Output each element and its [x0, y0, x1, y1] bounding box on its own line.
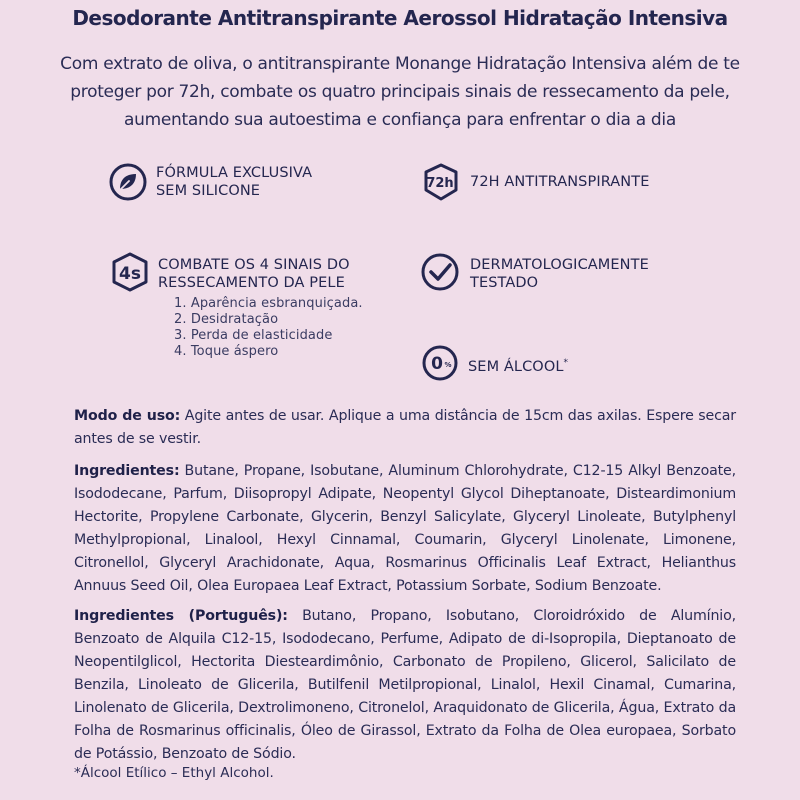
ingredients-paragraph [74, 460, 736, 598]
feature-formula-line2: SEM SILICONE [156, 183, 261, 199]
feature-formula [108, 162, 312, 202]
list-item: 2. Desidratação [174, 312, 279, 327]
feature-no-alcohol-label: SEM ÁLCOOL [468, 358, 564, 375]
ingredients-text: Butane, Propane, Isobutane, Aluminum Chlorohydrate, C12-15 Alkyl Benzoate, Isododecane, Parfum, Diisopropyl Adipate, Neopentyl Glycol Diheptanoate, Disteardimonium Hectorite, Propylene Carbonate, Glycerin, Benzyl Salicylate, Glyceryl Linoleate, Butylphenyl Methylpropional, Linalool, Hexyl Cinnamal, Coumarin, Glyceryl Linolenate, Limonene, Citronellol, Glyceryl Arachidonate, Aqua, Rosmarinus Officinalis Leaf Extract, Helianthus Annuus Seed Oil, Olea Europaea Leaf Extract, Potassium Sorbate, Sodium Benzoate. [74, 463, 736, 594]
intro-text: Com extrato de oliva, o antitranspirante Monange Hidratação Intensiva além de te proteger por 72h, combate os quatro principais sinais de ressecamento da pele, aumentando sua autoestima e confiança para enfrentar o dia a dia [60, 54, 740, 130]
feature-formula-text [156, 164, 312, 200]
list-item: 4. Toque áspero [174, 344, 279, 359]
percent-badge-text: % [444, 361, 452, 369]
zero-percent-icon [420, 343, 460, 383]
72h-badge-icon [420, 162, 462, 202]
list-item: 1. Aparência esbranquiçada. [174, 296, 363, 311]
feature-formula-line1: FÓRMULA EXCLUSIVA [156, 165, 313, 181]
feature-4-signs-line1: COMBATE OS 4 SINAIS DO [158, 257, 350, 273]
zero-badge-text: 0 [431, 354, 443, 374]
usage-text: Agite antes de usar. Aplique a uma distância de 15cm das axilas. Espere secar antes de se vestir. [74, 408, 736, 447]
72h-badge-text: 72h [426, 176, 454, 191]
leaf-icon [108, 162, 148, 202]
list-item: 3. Perda de elasticidade [174, 328, 333, 343]
feature-4-signs-line2: RESSECAMENTO DA PELE [158, 275, 345, 291]
feature-derm-tested [420, 252, 649, 292]
ingredients-pt-paragraph [74, 605, 736, 766]
feature-no-alcohol-text [468, 354, 568, 376]
checkmark-icon [420, 252, 462, 292]
ingredients-pt-text: Butano, Propano, Isobutano, Cloroidróxido de Alumínio, Benzoato de Alquila C12-15, Isododecano, Perfume, Adipato de di-Isopropila, Dieptanoato de Neopentilglicol, Hectorita Diesteardimônio, Carbonato de Propileno, Glicerol, Salicilato de Benzila, Linoleato de Glicerila, Butilfenil Metilpropional, Linalol, Hexil Cinamal, Cumarina, Linolenato de Glicerila, Dextrolimoneno, Citronelol, Araquidonato de Glicerila, Água, Extrato da Folha de Rosmarinus officinalis, Óleo de Girassol, Extrato da Folha de Olea europaea, Sorbato de Potássio, Benzoato de Sódio. [74, 608, 736, 762]
ingredients-label: Ingredientes: [74, 463, 180, 479]
usage-label: Modo de uso: [74, 408, 181, 424]
feature-no-alcohol [420, 343, 568, 383]
feature-4-signs-text [158, 256, 363, 360]
feature-4-signs [108, 252, 363, 360]
feature-derm-text [470, 256, 649, 292]
usage-paragraph [74, 405, 736, 451]
ingredients-pt-label: Ingredientes (Português): [74, 608, 288, 624]
dryness-signs-list [174, 296, 363, 360]
feature-72h [420, 162, 649, 202]
feature-derm-line1: DERMATOLOGICAMENTE [470, 257, 649, 273]
feature-72h-label: 72H ANTITRANSPIRANTE [470, 174, 650, 190]
footnote-asterisk: * [563, 358, 569, 368]
page-title: Desodorante Antitranspirante Aerossol Hidratação Intensiva [72, 6, 728, 30]
footnote: *Álcool Etílico – Ethyl Alcohol. [74, 765, 274, 781]
feature-derm-line2: TESTADO [470, 275, 539, 291]
4s-badge-text: 4s [119, 264, 141, 284]
4s-badge-icon [108, 252, 152, 292]
